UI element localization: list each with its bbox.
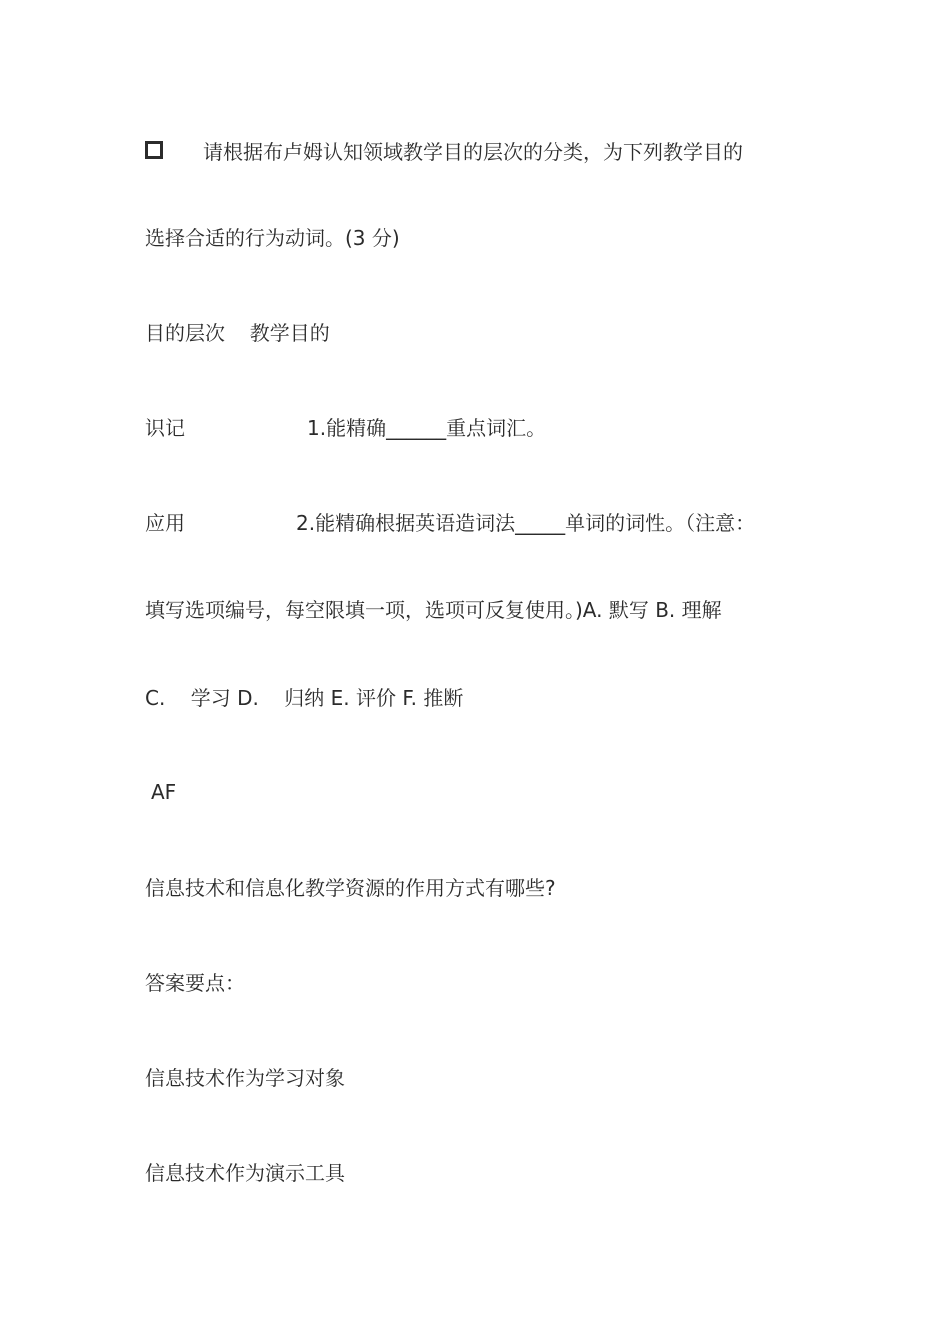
answer-point-2: 信息技术作为演示工具 bbox=[145, 1161, 345, 1185]
option-list: C. 学习 D. 归纳 E. 评价 F. 推断 bbox=[145, 686, 464, 710]
header-level: 目的层次 bbox=[145, 321, 225, 345]
answer-text: AF bbox=[151, 780, 177, 804]
checkbox-bullet bbox=[145, 141, 163, 159]
answer-point-1: 信息技术作为学习对象 bbox=[145, 1066, 345, 1090]
question-text-line-2: 选择合适的行为动词。(3 分) bbox=[145, 226, 400, 250]
answer-label: 答案要点： bbox=[145, 971, 245, 995]
question-text-line-1: 请根据布卢姆认知领域教学目的层次的分类，为下列教学目的 bbox=[203, 140, 743, 164]
instruction-note: 填写选项编号，每空限填一项，选项可反复使用。)A. 默写 B. 理解 bbox=[145, 598, 722, 622]
table-header bbox=[145, 320, 330, 346]
row-goal-2: 2.能精确根据英语造词法_____单词的词性。（注意： bbox=[296, 511, 756, 535]
header-goal: 教学目的 bbox=[249, 321, 330, 345]
row-level-2: 应用 bbox=[145, 511, 185, 535]
row-level-1: 识记 bbox=[145, 416, 185, 440]
question-2-title: 信息技术和信息化教学资源的作用方式有哪些? bbox=[145, 876, 556, 900]
row-goal-1: 1.能精确______重点词汇。 bbox=[307, 416, 547, 440]
